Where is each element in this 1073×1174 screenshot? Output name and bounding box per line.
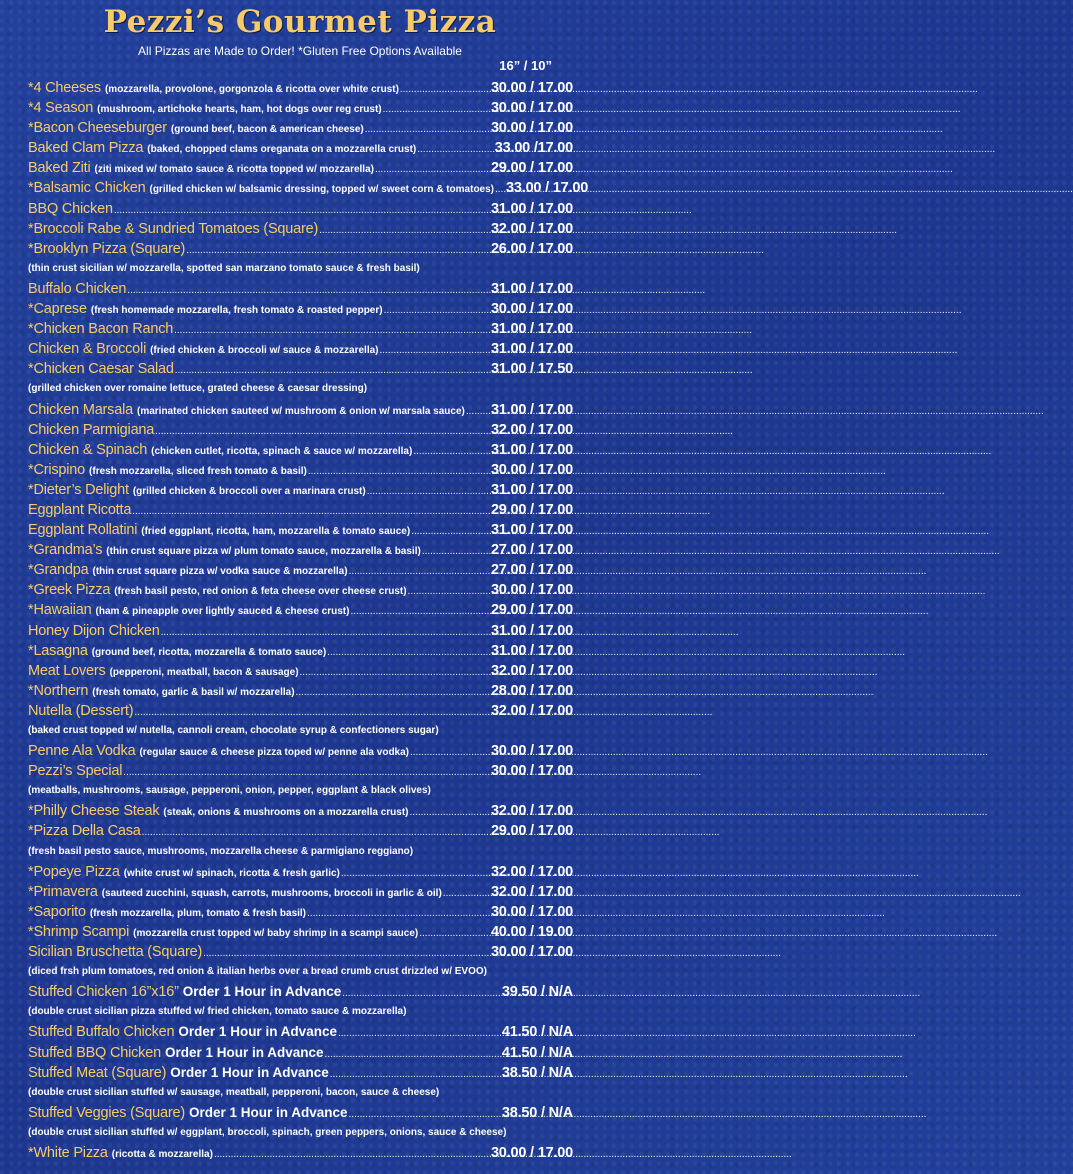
menu-item-name: *Brooklyn Pizza (Square) <box>28 240 186 257</box>
menu-item <box>28 1022 573 1042</box>
menu-item-description: (ground beef, ricotta, mozzarella & tomato sauce) <box>91 646 327 658</box>
menu-item-price: 31.00 / 17.00 <box>490 341 573 358</box>
menu-item-description: (chicken cutlet, ricotta, spinach & sauce w/ mozzarella) <box>151 445 413 457</box>
menu-item <box>28 902 573 922</box>
menu-item-description: (ziti mixed w/ tomato sauce & ricotta topped w/ mozzarella) <box>94 164 374 176</box>
menu-item-price: 29.00 / 17.00 <box>490 823 573 840</box>
menu-item-price: 30.00 / 17.00 <box>490 582 573 599</box>
menu-item-description: (fried chicken & broccoli w/ sauce & mozzarella) <box>150 345 379 357</box>
menu-item-price: 31.00 / 17.00 <box>490 642 573 659</box>
menu-item-name: Baked Clam Pizza <box>28 140 144 157</box>
menu-item-name: Buffalo Chicken <box>28 280 127 297</box>
menu-item-description: (ricotta & mozzarella) <box>111 1148 213 1160</box>
menu-item-name: Stuffed Meat (Square) <box>28 1064 167 1081</box>
menu-item <box>28 862 573 882</box>
menu-subtitle: All Pizzas are Made to Order! *Gluten Free Options Available <box>138 44 462 58</box>
menu-item <box>28 319 573 339</box>
menu-item <box>28 239 573 259</box>
menu-item-price: 31.00 / 17.00 <box>490 200 573 217</box>
dot-leader <box>214 1145 490 1165</box>
menu-item <box>28 78 573 98</box>
menu-item-price: 38.50 / N/A <box>501 1064 573 1081</box>
menu-item-name: Chicken & Broccoli <box>28 341 147 358</box>
menu-title: Pezzi’s Gourmet Pizza <box>103 4 497 40</box>
menu-item-description: (regular sauce & cheese pizza toped w/ penne ala vodka) <box>139 747 409 759</box>
dot-leader <box>384 301 490 321</box>
menu-item <box>28 681 573 701</box>
advance-order-notice: Order 1 Hour in Advance <box>182 984 342 1000</box>
menu-item-price: 33.00 /17.00 <box>494 140 573 157</box>
menu-item-name: Eggplant Ricotta <box>28 501 132 518</box>
dot-leader <box>134 703 490 723</box>
dot-leader <box>443 884 490 904</box>
menu-item-name: *4 Season <box>28 100 94 117</box>
menu-item-description: (mozzarella, provolone, gorgonzola & ricotta over white crust) <box>104 84 399 95</box>
menu-item <box>28 98 573 118</box>
menu-item-name: *Hawaiian <box>28 602 92 619</box>
menu-item-name: Meat Lovers <box>28 662 106 679</box>
advance-order-notice: Order 1 Hour in Advance <box>188 1104 348 1120</box>
menu-item-name: Eggplant Rollatini <box>28 522 138 539</box>
menu-item <box>28 339 573 359</box>
menu-item-price: 31.00 / 17.00 <box>490 481 573 498</box>
dot-leader <box>375 160 490 180</box>
menu-item-name: Honey Dijon Chicken <box>28 622 160 639</box>
menu-item-name: *Shrimp Scampi <box>28 923 130 940</box>
menu-item-description: (mozzarella crust topped w/ baby shrimp in a scampi sauce) <box>133 927 419 939</box>
menu-item-name: *Grandma’s <box>28 542 103 559</box>
dot-leader <box>380 341 490 361</box>
dot-leader <box>175 361 490 381</box>
menu-item-price: 31.00 / 17.00 <box>490 522 573 539</box>
menu-item-name: *Popeye Pizza <box>28 863 120 880</box>
dot-leader <box>350 602 489 622</box>
menu-item-price: 31.00 / 17.00 <box>490 441 573 458</box>
menu-item <box>28 118 573 138</box>
dot-leader <box>203 944 490 964</box>
dot-leader <box>419 924 490 944</box>
menu-item-price: 32.00 / 17.00 <box>490 662 573 679</box>
dot-leader <box>367 482 490 502</box>
menu-item-price: 32.00 / 17.00 <box>490 702 573 719</box>
menu-item-description: (ham & pineapple over lightly sauced & cheese crust) <box>95 606 350 618</box>
dot-leader <box>327 643 490 663</box>
menu-item-description: (grilled chicken & broccoli over a marinara crust) <box>132 485 366 497</box>
menu-item-price: 30.00 / 17.00 <box>490 743 573 760</box>
menu-item-name: *White Pizza <box>28 1144 108 1161</box>
dot-leader <box>325 1045 501 1065</box>
menu-item-price: 38.50 / N/A <box>501 1104 573 1121</box>
dot-leader <box>422 542 490 562</box>
menu-item <box>28 580 573 600</box>
menu-item-name: *Philly Cheese Steak <box>28 803 160 820</box>
menu-item-name: *Grandpa <box>28 562 89 579</box>
menu-item-price: 41.50 / N/A <box>501 1044 573 1061</box>
menu-item-price: 30.00 / 17.00 <box>490 100 573 117</box>
menu-item-name: *Pizza Della Casa <box>28 823 141 840</box>
menu-item <box>28 1143 573 1163</box>
dot-leader <box>142 823 490 843</box>
dot-leader <box>127 281 490 301</box>
menu-item-price: 30.00 / 17.00 <box>490 80 573 96</box>
menu-item-price: 29.00 / 17.00 <box>490 160 573 177</box>
menu-item-name: BBQ Chicken <box>28 200 113 217</box>
menu-item-note: (diced frsh plum tomatoes, red onion & italian herbs over a bread crumb crust drizzled w/ EVOO) <box>28 966 487 978</box>
menu-item-price: 30.00 / 17.00 <box>490 461 573 478</box>
menu-item-description: (grilled chicken w/ balsamic dressing, topped w/ sweet corn & tomatoes) <box>149 184 495 196</box>
menu-item-price: 31.00 / 17.50 <box>490 361 573 378</box>
menu-item-description: (fried eggplant, ricotta, ham, mozzarella & tomato sauce) <box>141 526 411 538</box>
menu-item-name: Baked Ziti <box>28 160 91 177</box>
dot-leader <box>161 623 490 643</box>
advance-order-notice: Order 1 Hour in Advance <box>170 1064 329 1080</box>
dot-leader <box>409 803 489 823</box>
menu-item-name: Pezzi’s Special <box>28 763 123 780</box>
dot-leader <box>342 984 501 1004</box>
menu-item-description: (fresh mozzarella, plum, tomato & fresh basil) <box>89 907 307 919</box>
menu-item <box>28 279 573 299</box>
menu-item-description: (marinated chicken sauteed w/ mushroom & onion w/ marsala sauce) <box>137 405 465 417</box>
menu-item-name: *Lasagna <box>28 642 88 659</box>
dot-leader <box>330 1065 501 1085</box>
menu-item-price: 32.00 / 17.00 <box>490 220 573 237</box>
menu-item-description: (mushroom, artichoke hearts, ham, hot dogs over reg crust) <box>97 104 382 116</box>
dot-leader <box>174 321 490 341</box>
size-header: 16” / 10” <box>499 58 552 73</box>
menu-item-name: Stuffed BBQ Chicken <box>28 1044 161 1061</box>
dot-leader <box>408 582 490 602</box>
menu-item-price: 30.00 / 17.00 <box>490 763 573 780</box>
dot-leader <box>155 422 490 442</box>
menu-item <box>28 359 573 379</box>
menu-item <box>28 1043 573 1063</box>
menu-item-note: (double crust sicilian pizza stuffed w/ fried chicken, tomato sauce & mozzarella) <box>28 1006 407 1018</box>
menu-item-name: *Saporito <box>28 903 86 920</box>
menu-item <box>28 420 573 440</box>
menu-item-price: 40.00 / 19.00 <box>490 923 573 940</box>
menu-item-price: 32.00 / 17.00 <box>490 883 573 900</box>
dot-leader <box>296 683 490 703</box>
menu-item <box>28 661 573 681</box>
menu-item <box>28 199 573 219</box>
menu-item-description: (sauteed zucchini, squash, carrots, mushrooms, broccoli in garlic & oil) <box>101 887 442 899</box>
menu-item <box>28 801 573 821</box>
menu-item-price: 29.00 / 17.00 <box>490 501 573 518</box>
dot-leader <box>319 221 490 241</box>
menu-item-description: (fresh basil pesto, red onion & feta cheese over cheese crust) <box>114 586 407 598</box>
menu-item-price: 32.00 / 17.00 <box>490 863 573 880</box>
menu-item-name: Chicken & Spinach <box>28 441 148 458</box>
menu-item-description: (fresh homemade mozzarella, fresh tomato & roasted pepper) <box>90 305 383 317</box>
menu-item-price: 41.50 / N/A <box>501 1024 573 1041</box>
dot-leader <box>341 864 490 884</box>
menu-item-price: 32.00 / 17.00 <box>490 421 573 438</box>
menu-item-name: *Northern <box>28 682 89 699</box>
menu-item-price: 33.00 / 17.00 <box>506 180 589 197</box>
menu-item-name: *Greek Pizza <box>28 582 111 599</box>
menu-item <box>28 761 573 781</box>
menu-item-description: (pepperoni, meatball, bacon & sausage) <box>109 666 299 678</box>
menu-item <box>28 600 573 620</box>
advance-order-notice: Order 1 Hour in Advance <box>178 1024 337 1040</box>
menu-item-name: *Broccoli Rabe & Sundried Tomatoes (Square) <box>28 220 319 237</box>
menu-item-price: 30.00 / 17.00 <box>490 120 573 137</box>
menu-item <box>28 178 589 198</box>
menu-item <box>28 741 573 761</box>
dot-leader <box>411 522 490 542</box>
menu-item-description: (thin crust square pizza w/ plum tomato sauce, mozzarella & basil) <box>106 546 421 558</box>
dot-leader <box>400 80 490 100</box>
dot-leader <box>349 1105 501 1125</box>
menu-item-name: Chicken Parmigiana <box>28 421 155 438</box>
menu-item-description: (ground beef, bacon & american cheese) <box>170 124 364 136</box>
dot-leader <box>417 140 494 160</box>
menu-item-name: Stuffed Chicken 16”x16” <box>28 984 179 1001</box>
menu-item <box>28 158 573 178</box>
menu-item <box>28 138 573 158</box>
menu-item <box>28 982 573 1002</box>
advance-order-notice: Order 1 Hour in Advance <box>164 1044 324 1060</box>
menu-item-name: Stuffed Veggies (Square) <box>28 1104 185 1121</box>
menu-item <box>28 520 573 540</box>
menu-item-price: 29.00 / 17.00 <box>490 602 573 619</box>
menu-item-description: (steak, onions & mushrooms on a mozzarella crust) <box>163 807 409 819</box>
dot-leader <box>495 180 505 200</box>
dot-leader <box>123 763 490 783</box>
menu-item-description: (fresh mozzarella, sliced fresh tomato & basil) <box>89 465 307 477</box>
menu-item-price: 31.00 / 17.00 <box>490 280 573 297</box>
dot-leader <box>383 100 490 120</box>
menu-item-name: Stuffed Buffalo Chicken <box>28 1024 175 1041</box>
menu-item <box>28 621 573 641</box>
menu-item <box>28 922 573 942</box>
menu-item-name: *Balsamic Chicken <box>28 180 146 197</box>
menu-item-note: (baked crust topped w/ nutella, cannoli cream, chocolate syrup & confectioners sugar) <box>28 725 439 736</box>
menu-item-price: 30.00 / 17.00 <box>490 944 573 961</box>
menu-item <box>28 821 573 841</box>
dot-leader <box>365 120 490 140</box>
dot-leader <box>132 502 490 522</box>
menu-item-note: (fresh basil pesto sauce, mushrooms, mozzarella cheese & parmigiano reggiano) <box>28 845 414 857</box>
menu-item-note: (double crust sicilian stuffed w/ eggplant, broccoli, spinach, green peppers, onions, sauce & cheese) <box>28 1126 507 1138</box>
dot-leader <box>186 241 490 261</box>
menu-item-price: 39.50 / N/A <box>501 984 573 1001</box>
menu-item-description: (white crust w/ spinach, ricotta & fresh garlic) <box>123 867 340 879</box>
menu-item-name: Penne Ala Vodka <box>28 743 136 760</box>
menu-item-note: (thin crust sicilian w/ mozzarella, spotted san marzano tomato sauce & fresh basil) <box>28 262 420 274</box>
menu-item-description: (fresh tomato, garlic & basil w/ mozzarella) <box>92 686 295 698</box>
dot-leader <box>308 462 490 482</box>
dot-leader <box>338 1024 501 1044</box>
dot-leader <box>410 743 490 763</box>
menu-item <box>28 400 573 420</box>
dot-leader <box>466 402 490 422</box>
menu-item-description: (thin crust square pizza w/ vodka sauce & mozzarella) <box>92 566 348 578</box>
menu-item-note: (meatballs, mushrooms, sausage, pepperoni, onion, pepper, eggplant & black olives) <box>28 785 431 797</box>
menu-item <box>28 641 573 661</box>
menu-item-name: *Chicken Caesar Salad <box>28 361 174 378</box>
menu-item-price: 30.00 / 17.00 <box>490 301 573 318</box>
pizza-menu-list <box>28 78 589 1163</box>
dot-leader <box>307 904 490 924</box>
menu-item-price: 26.00 / 17.00 <box>490 240 573 257</box>
menu-item <box>28 480 573 500</box>
menu-item-price: 27.00 / 17.00 <box>490 562 573 579</box>
dot-leader <box>300 663 490 683</box>
menu-item <box>28 460 573 480</box>
menu-item <box>28 1103 573 1123</box>
menu-item-name: Chicken Marsala <box>28 401 133 418</box>
menu-item-name: *Bacon Cheeseburger <box>28 120 167 137</box>
menu-item <box>28 560 573 580</box>
menu-item <box>28 701 573 721</box>
dot-leader <box>413 442 490 462</box>
menu-item <box>28 299 573 319</box>
menu-item-name: Sicilian Bruschetta (Square) <box>28 944 203 961</box>
menu-item <box>28 219 573 239</box>
menu-item <box>28 942 573 962</box>
menu-item-name: *4 Cheeses <box>28 80 101 96</box>
menu-item <box>28 882 573 902</box>
menu-item <box>28 500 573 520</box>
dot-leader <box>114 201 490 221</box>
menu-item-price: 28.00 / 17.00 <box>490 682 573 699</box>
menu-item <box>28 1063 573 1083</box>
menu-item <box>28 540 573 560</box>
menu-item-price: 27.00 / 17.00 <box>490 542 573 559</box>
menu-item-price: 31.00 / 17.00 <box>490 321 573 338</box>
menu-item-name: *Crispino <box>28 461 86 478</box>
menu-item-description: (baked, chopped clams oreganata on a mozzarella crust) <box>147 144 417 156</box>
menu-item-price: 31.00 / 17.00 <box>490 622 573 639</box>
menu-item-name: *Chicken Bacon Ranch <box>28 321 174 338</box>
menu-item-price: 32.00 / 17.00 <box>490 803 573 820</box>
menu-item-name: *Primavera <box>28 883 98 900</box>
menu-item-name: *Dieter’s Delight <box>28 481 129 498</box>
menu-item-price: 31.00 / 17.00 <box>490 401 573 418</box>
menu-item-name: *Caprese <box>28 301 87 318</box>
dot-leader <box>349 562 490 582</box>
menu-item-note: (grilled chicken over romaine lettuce, grated cheese & caesar dressing) <box>28 383 368 395</box>
menu-item-name: Nutella (Dessert) <box>28 702 134 719</box>
menu-item-note: (double crust sicilian stuffed w/ sausage, meatball, pepperoni, bacon, sauce & cheese) <box>28 1086 440 1098</box>
menu-item <box>28 440 573 460</box>
menu-item-price: 30.00 / 17.00 <box>490 903 573 920</box>
menu-item-price: 30.00 / 17.00 <box>490 1144 573 1161</box>
